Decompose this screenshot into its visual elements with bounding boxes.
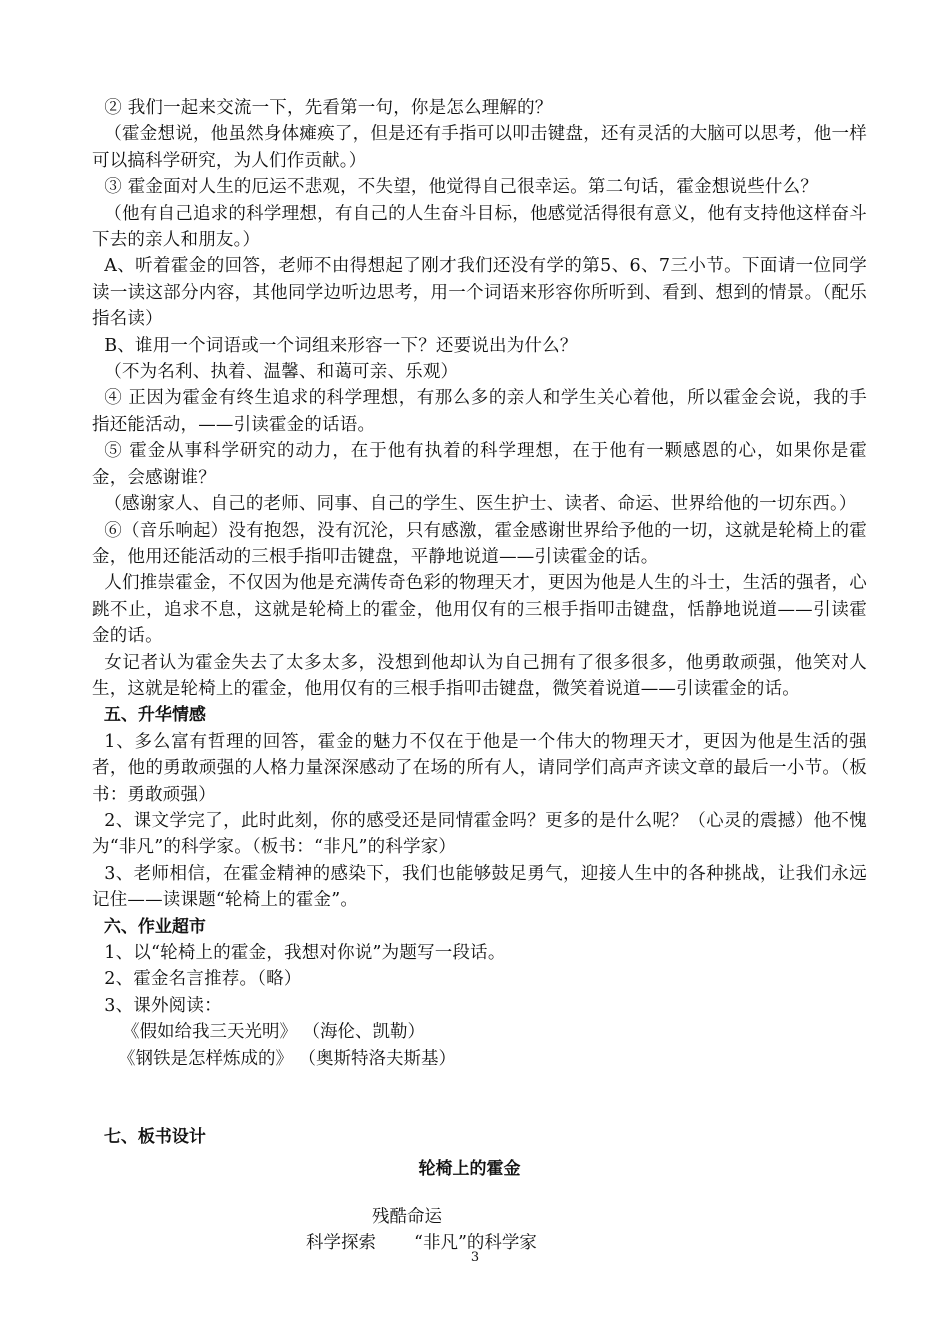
paragraph: ④ 正因为霍金有终生追求的科学理想，有那么多的亲人和学生关心着他，所以霍金会说，我的手指还能活动，——引读霍金的话语。 [92, 388, 867, 435]
paragraph: ⑥（音乐响起）没有抱怨，没有沉沦，只有感激，霍金感谢世界给予他的一切，这就是轮椅上的霍金，他用还能活动的三根手指叩击键盘，平静地说道——引读霍金的话。 [92, 520, 867, 567]
paragraph: A、听着霍金的回答，老师不由得想起了刚才我们还没有学的第5、6、7三小节。下面请一位同学读一读这部分内容，其他同学边听边思考，用一个词语来形容你所听到、看到、想到的情景。（配乐指名读） [92, 256, 867, 330]
homework-item: 2、霍金名言推荐。（略） [104, 969, 302, 990]
spacer [92, 1072, 867, 1124]
paragraph: （感谢家人、自己的老师、同事、自己的学生、医生护士、读者、命运、世界给他的一切东西。） [104, 494, 857, 515]
document-page [92, 95, 867, 1256]
paragraph: ⑤ 霍金从事科学研究的动力，在于他有执着的科学理想，在于他有一颗感恩的心，如果你是霍金，会感谢谁？ [92, 441, 867, 488]
paragraph: （不为名利、执着、温馨、和蔼可亲、乐观） [104, 362, 459, 383]
reading-book: 《钢铁是怎样炼成的》 （奥斯特洛夫斯基） [118, 1048, 457, 1069]
section-heading-6: 六、作业超市 [103, 916, 206, 937]
section5-item: 1、多么富有哲理的回答，霍金的魅力不仅在于他是一个伟大的物理天才，更因为他是生活的强者，他的勇敢顽强的人格力量深深感动了在场的所有人，请同学们高声齐读文章的最后一小节。（板书：勇敢顽强） [92, 731, 867, 805]
homework-item: 1、以“轮椅上的霍金，我想对你说”为题写一段话。 [104, 943, 506, 963]
board-left-text: 科学探索 [306, 1233, 376, 1254]
section-heading-5: 五、升华情感 [103, 705, 206, 726]
paragraph: （霍金想说，他虽然身体瘫痪了，但是还有手指可以叩击键盘，还有灵活的大脑可以思考，他一样可以搞科学研究，为人们作贡献。） [92, 124, 867, 171]
board-line-1: 残酷命运 [372, 1207, 442, 1228]
board-right-text: “非凡”的科学家 [414, 1233, 537, 1254]
board-title: 轮椅上的霍金 [418, 1159, 521, 1180]
section5-item: 2、课文学完了，此时此刻，你的感受还是同情霍金吗？更多的是什么呢？（心灵的震撼）他不愧为“非凡”的科学家。（板书：“非凡”的科学家） [92, 810, 867, 858]
paragraph: ③ 霍金面对人生的厄运不悲观，不失望，他觉得自己很幸运。第二句话，霍金想说些什么？ [104, 177, 819, 198]
paragraph: B、谁用一个词语或一个词组来形容一下？还要说出为什么？ [104, 335, 578, 356]
homework-item: 3、课外阅读： [104, 995, 222, 1016]
section-heading-7: 七、板书设计 [103, 1127, 206, 1148]
paragraph: 女记者认为霍金失去了太多太多，没想到他却认为自己拥有了很多很多，他勇敢顽强，他笑对人生，这就是轮椅上的霍金，他用仅有的三根手指叩击键盘，微笑着说道——引读霍金的话。 [92, 652, 867, 699]
section5-item: 3、老师相信，在霍金精神的感染下，我们也能够鼓足勇气，迎接人生中的各种挑战，让我们永远记住——读课题“轮椅上的霍金”。 [92, 863, 867, 911]
paragraph: （他有自己追求的科学理想，有自己的人生奋斗目标，他感觉活得很有意义，他有支持他这样奋斗下去的亲人和朋友。） [92, 203, 867, 251]
reading-book: 《假如给我三天光明》 （海伦、凯勒） [122, 1022, 426, 1043]
page-number: 3 [470, 1250, 480, 1265]
paragraph: ② 我们一起来交流一下，先看第一句，你是怎么理解的？ [104, 98, 553, 118]
paragraph: 人们推崇霍金，不仅因为他是充满传奇色彩的物理天才，更因为他是人生的斗士，生活的强者，心跳不止，追求不息，这就是轮椅上的霍金，他用仅有的三根手指叩击键盘，恬静地说道——引读霍金的话。 [92, 573, 867, 647]
